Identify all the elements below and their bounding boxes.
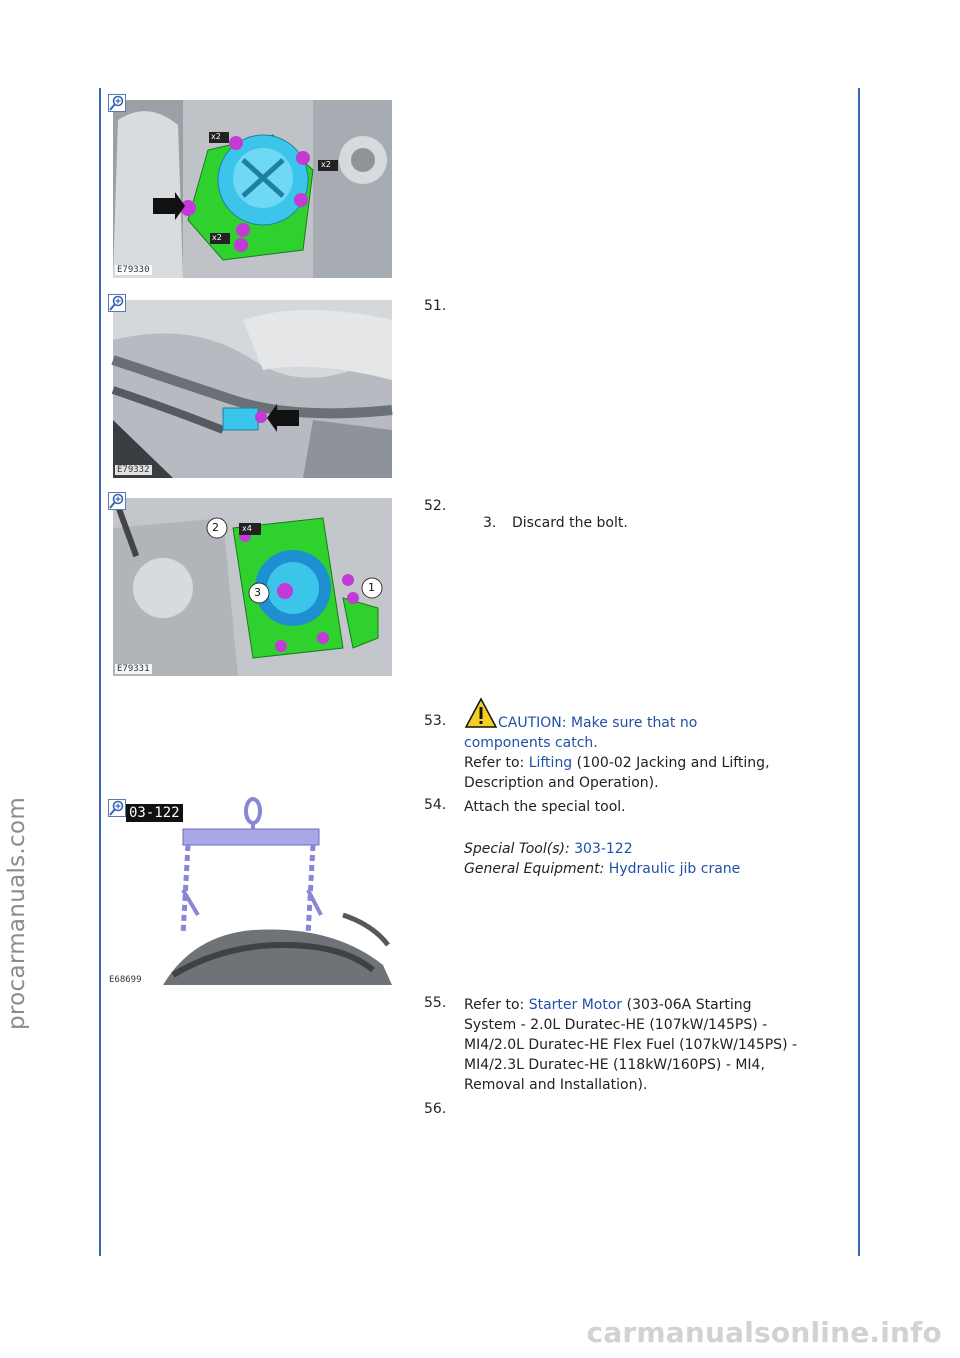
figure-harness-bolt: [113, 300, 392, 478]
special-tools-line: [464, 839, 633, 859]
step-55-line-2: System - 2.0L Duratec-HE (107kW/145PS) -: [464, 1017, 768, 1033]
callout-x2-bottom: x2: [212, 233, 222, 242]
hydraulic-jib-crane-link[interactable]: Hydraulic jib crane: [608, 861, 741, 877]
zoom-icon[interactable]: [108, 294, 126, 312]
step-53-reference: [464, 753, 770, 773]
special-tool-link[interactable]: 303-122: [574, 841, 633, 857]
general-equipment-line: [464, 859, 740, 879]
figure-id: E79330: [117, 265, 150, 275]
general-equipment-label: General Equipment:: [464, 861, 609, 877]
refer-to-label: Refer to:: [464, 755, 529, 771]
step-number-56: 56.: [424, 1101, 447, 1117]
step-55-line-4: MI4/2.3L Duratec-HE (118kW/160PS) - MI4,: [464, 1057, 765, 1073]
figure-lifting-tool: [109, 795, 392, 985]
bottom-watermark: carmanualsonline.info: [586, 1316, 942, 1349]
caution-line-2: components catch.: [464, 735, 598, 751]
callout-x2-top: x2: [211, 132, 221, 141]
callout-2: 2: [212, 521, 219, 534]
reference-detail: (100-02 Jacking and Lifting,: [572, 755, 770, 771]
zoom-icon[interactable]: [108, 94, 126, 112]
callout-x2-right: x2: [321, 160, 331, 169]
callout-x4: x4: [242, 524, 252, 533]
side-watermark: procarmanuals.com: [4, 796, 30, 1030]
substep-number: 3.: [483, 515, 497, 531]
step-54-text: Attach the special tool.: [464, 799, 626, 815]
step-number-53: 53.: [424, 713, 447, 729]
figure-mount-bracket: [113, 498, 392, 676]
figure-id: E79332: [117, 465, 150, 475]
substep-text: Discard the bolt.: [512, 515, 628, 531]
step-number-52: 52.: [424, 498, 447, 514]
zoom-icon[interactable]: [108, 492, 126, 510]
callout-3: 3: [254, 586, 261, 599]
refer-to-label: Refer to:: [464, 997, 529, 1013]
step-55-line-1: [464, 995, 752, 1015]
lifting-link[interactable]: Lifting: [528, 755, 573, 771]
special-tools-label: Special Tool(s):: [464, 841, 575, 857]
reference-detail-line-2: Description and Operation).: [464, 775, 659, 791]
right-border-rule: [858, 88, 860, 1256]
figure-harness-bolt-illustration: [113, 300, 392, 478]
step-55-line-3: MI4/2.0L Duratec-HE Flex Fuel (107kW/145PS) -: [464, 1037, 798, 1053]
step-55-line-5: Removal and Installation).: [464, 1077, 648, 1093]
callout-1: 1: [368, 581, 375, 594]
step-number-51: 51.: [424, 298, 447, 314]
reference-detail: (303-06A Starting: [622, 997, 752, 1013]
starter-motor-link[interactable]: Starter Motor: [528, 997, 623, 1013]
figure-lifting-tool-illustration: [113, 795, 392, 985]
left-border-rule: [99, 88, 101, 1256]
figure-mount-bracket-illustration: [113, 498, 392, 676]
caution-line-1: CAUTION: Make sure that no: [498, 715, 698, 731]
figure-id: E79331: [117, 664, 150, 674]
figure-id: E68699: [109, 975, 142, 985]
step-number-55: 55.: [424, 995, 447, 1011]
figure-reservoir-bracket: [113, 100, 392, 278]
zoom-icon[interactable]: [108, 799, 126, 817]
special-tool-tag: 03-122: [126, 804, 183, 822]
step-number-54: 54.: [424, 797, 447, 813]
caution-warning-icon: [465, 698, 497, 728]
figure-reservoir-bracket-illustration: [113, 100, 392, 278]
